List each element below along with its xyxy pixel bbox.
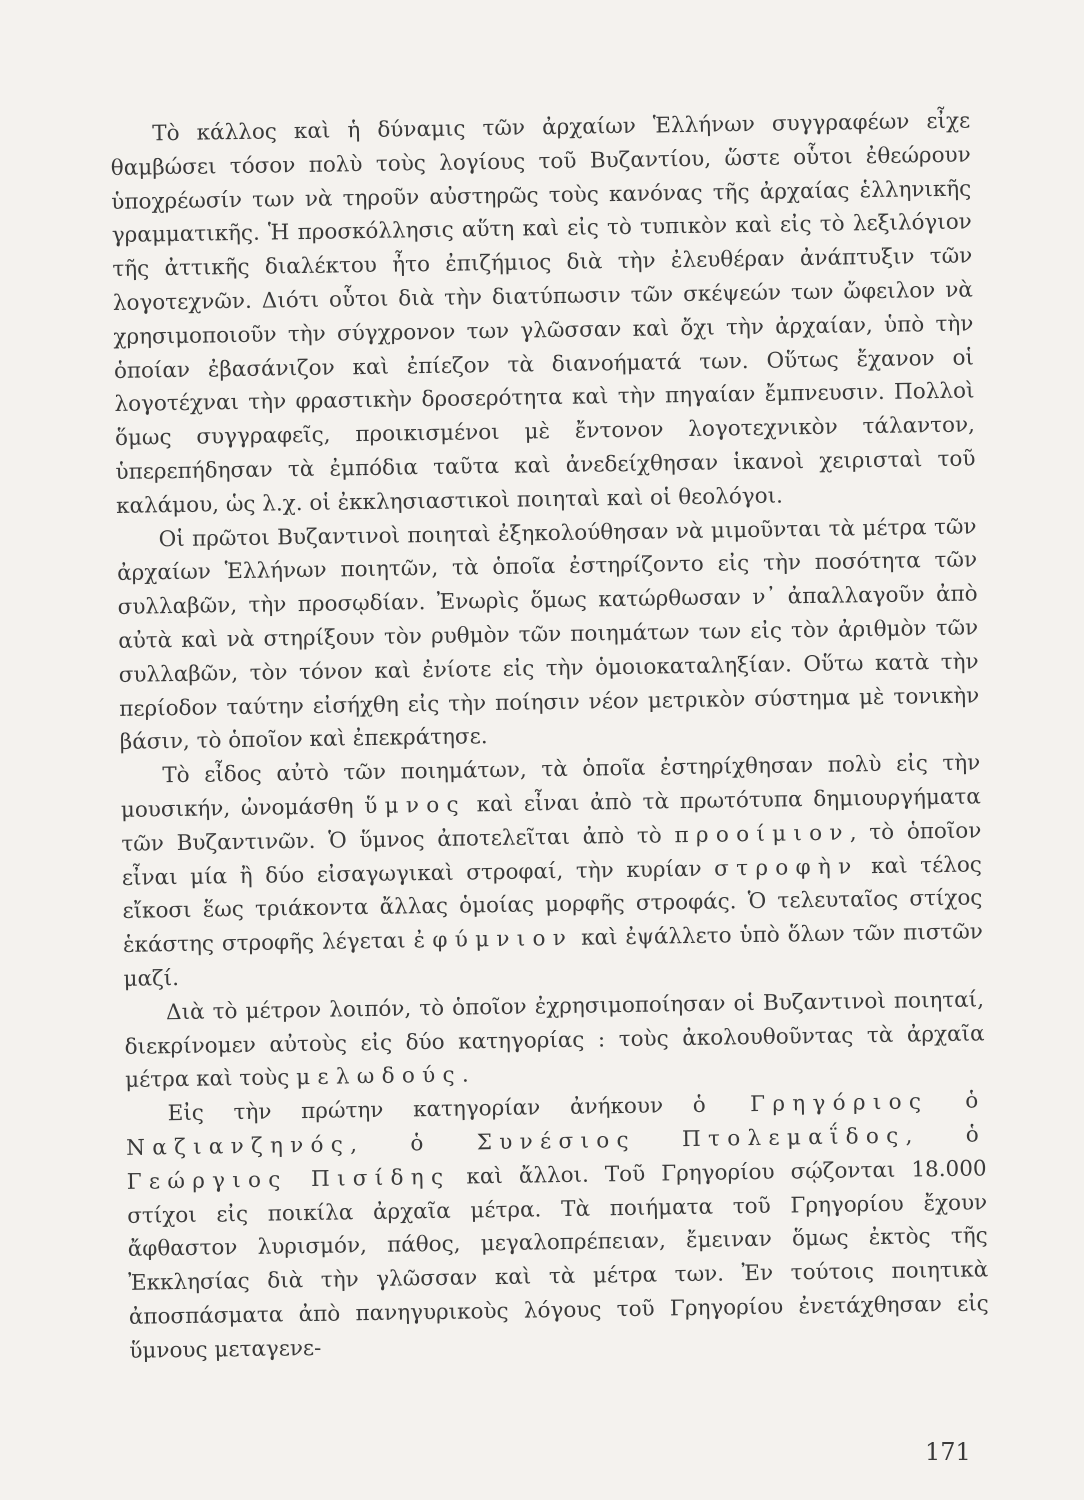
text-run: , τὸ ὁποῖον εἶναι μία ἢ δύο εἰσαγωγικαὶ στροφαί, τὴν κυρίαν — [121, 818, 982, 891]
paragraph-2: Οἱ πρῶτοι Βυζαντινοὶ ποιηταὶ ἐξηκολούθησαν νὰ μιμοῦνται τὰ μέτρα τῶν ἀρχαίων Ἑλλήνων ποιητῶν, τὰ ὁποῖα ἐστηρίζοντο εἰς τὴν ποσότητα τῶν συλλαβῶν, τὴν προσῳδίαν. Ἐνωρὶς ὅμως κατώρθωσαν ν᾽ ἀπαλλαγοῦν ἀπὸ αὐτὰ καὶ νὰ στηρίξουν τὸν ρυθμὸν τῶν ποιημάτων των εἰς τὸν ἀριθμὸν τῶν συλλαβῶν, τὸν τόνον καὶ ἐνίοτε εἰς τὴν ὁμοιοκαταληξίαν. Οὕτω κατὰ τὴν περίοδον ταύτην εἰσήχθη εἰς τὴν ποίησιν νέον μετρικὸν σύστημα μὲ τονικὴν βάσιν, τὸ ὁποῖον καὶ ἐπεκράτησε. — [116, 514, 980, 756]
text-run: Εἰς τὴν πρώτην κατηγορίαν ἀνήκουν — [167, 1093, 694, 1127]
paragraph-3 — [120, 747, 984, 997]
text-run: καὶ τέλος εἴκοσι ἕως τριάκοντα ἄλλας ὁμοίας μορφῆς στροφάς. Ὁ τελευταῖος στίχος ἑκάστης στροφῆς λέγεται — [122, 851, 983, 959]
text-run: καὶ ἄλλοι. Τοῦ Γρηγορίου σῴζονται 18.000 στίχοι εἰς ποικίλα ἀρχαῖα μέτρα. Τὰ ποιήματα τοῦ Γρηγορίου ἔχουν ἄφθαστον λυρισμόν, πάθος, μεγαλοπρέπειαν, ἔμειναν ὅμως ἐκτὸς τῆς Ἐκκλησίας διὰ τὴν γλῶσσαν καὶ τὰ μέτρα των. Ἐν τούτοις ποιητικὰ ἀποσπάσματα ἀπὸ πανηγυρικοὺς λόγους τοῦ Γρηγορίου ἐνετάχθησαν εἰς ὕμνους μεταγενε- — [127, 1156, 989, 1364]
text-run: καὶ εἶναι ἀπὸ τὰ πρωτότυπα δημιουργήματα τῶν Βυζαντινῶν. Ὁ ὕμνος ἀποτελεῖται ἀπὸ τὸ — [121, 784, 981, 857]
text-run: καὶ ἐψάλλετο ὑπὸ ὅλων τῶν πιστῶν μαζί. — [123, 919, 984, 992]
paragraph-1: Τὸ κάλλος καὶ ἡ δύναμις τῶν ἀρχαίων Ἑλλήνων συγγραφέων εἶχε θαμβώσει τόσον πολὺ τοὺς λογίους τοῦ Βυζαντίου, ὥστε οὗτοι ἐθεώρουν ὑποχρέωσίν των νὰ τηροῦν αὐστηρῶς τοὺς κανόνας τῆς ἀρχαίας ἑλληνικῆς γραμματικῆς. Ἡ προσκόλλησις αὕτη καὶ εἰς τὸ τυπικὸν καὶ εἰς τὸ λεξιλόγιον τῆς ἀττικῆς διαλέκτου ἦτο ἐπιζήμιος διὰ τὴν ἐλευθέραν ἀνάπτυξιν τῶν λογοτεχνῶν. Διότι οὗτοι διὰ τὴν διατύπωσιν τῶν σκέψεών των ὤφειλον νὰ χρησιμοποιοῦν τὴν σύγχρονον των γλῶσσαν καὶ ὄχι τὴν ἀρχαίαν, ὑπὸ τὴν ὁποίαν ἐβασάνιζον καὶ ἐπίεζον τὰ διανοήματά των. Οὕτως ἔχανον οἱ λογοτέχναι τὴν φραστικὴν δροσερότητα καὶ τὴν πηγαίαν ἔμπνευσιν. Πολλοὶ ὅμως συγγραφεῖς, προικισμένοι μὲ ἔντονον λογοτεχνικὸν τάλαντον, ὑπερεπήδησαν τὰ ἐμπόδια ταῦτα καὶ ἀνεδείχθησαν ἱκανοὶ χειρισταὶ τοῦ καλάμου, ὡς λ.χ. οἱ ἐκκλησιαστικοὶ ποιηταὶ καὶ οἱ θεολόγοι. — [110, 108, 976, 519]
paragraph-4 — [124, 983, 985, 1098]
text-run: Διὰ τὸ μέτρον λοιπόν, τὸ ὁποῖον ἐχρησιμοποίησαν οἱ Βυζαντινοὶ ποιηταί, διεκρίνομεν αὐτοὺς εἰς δύο κατηγορίας : τοὺς ἀκολουθοῦντας τὰ ἀρχαῖα μέτρα καὶ τοὺς — [124, 987, 985, 1094]
spaced-term-melodous: μελωδούς — [295, 1062, 463, 1091]
spaced-term-hymnos: ὕμνος — [364, 792, 467, 820]
text-run: . — [461, 1062, 469, 1088]
spaced-term-ephymnion: ἐφύμνιον — [413, 925, 574, 954]
page-number: 171 — [925, 1438, 971, 1466]
paragraph-5 — [125, 1084, 989, 1368]
text-run: Τὸ εἶδος αὐτὸ τῶν ποιημάτων, τὰ ὁποῖα ἐστηρίχθησαν πολὺ εἰς τὴν μουσικήν, ὠνομάσθη — [120, 750, 981, 823]
spaced-author-names: ὁ Γρηγόριος ὁ Ναζιανζηνός, ὁ Συνέσιος Πτολεμαΐδος, ὁ Γεώργιος Πισίδης — [125, 1088, 987, 1195]
spaced-term-strophe: στροφὴν — [713, 853, 859, 882]
spaced-term-prooimion: προοίμιον — [674, 820, 850, 848]
body-text — [110, 104, 990, 1368]
